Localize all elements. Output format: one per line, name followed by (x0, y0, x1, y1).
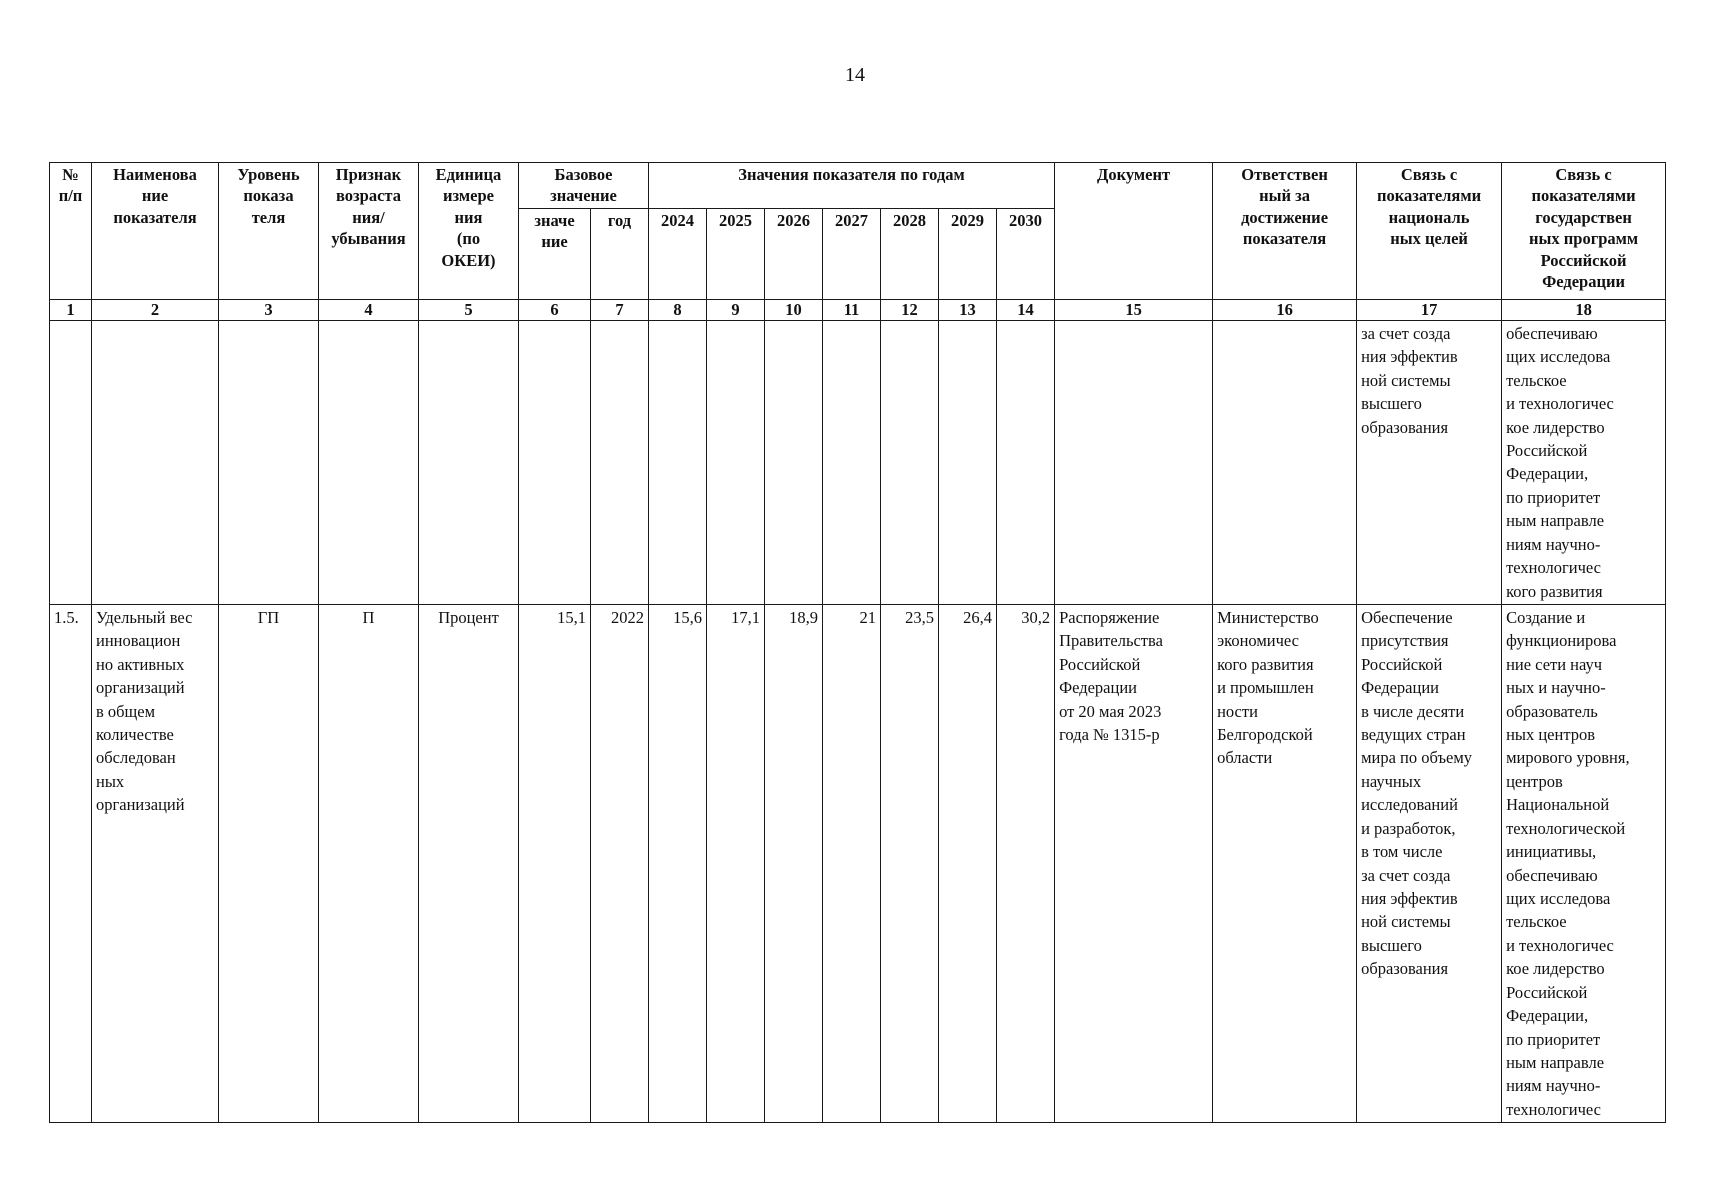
cell-value-2026: 18,9 (765, 604, 823, 1122)
empty-cell (219, 320, 319, 604)
table-row-1-5 (50, 604, 1666, 1122)
cell-value-2028: 23,5 (881, 604, 939, 1122)
empty-cell (92, 320, 219, 604)
header-responsible: Ответствен ный за достижение показателя (1213, 163, 1357, 300)
cell-level: ГП (219, 604, 319, 1122)
cell-trend: П (319, 604, 419, 1122)
column-number: 4 (319, 299, 419, 320)
column-number: 3 (219, 299, 319, 320)
empty-cell (939, 320, 997, 604)
header-years-group: Значения показателя по годам (649, 163, 1055, 209)
cell-base-year: 2022 (591, 604, 649, 1122)
cell-state-programs: Создание и функционирова ние сети науч ных и научно- образователь ных центров мирового уровня, центров Национальной технологической инициативы, обеспечиваю щих исследова тельское и технологичес кое лидерство Российской Федерации, по приоритет ным направле ниям научно- технологичес (1502, 604, 1666, 1122)
empty-cell (997, 320, 1055, 604)
header-base-value: значе ние (519, 208, 591, 299)
header-year-2028: 2028 (881, 208, 939, 299)
cell-value-2025: 17,1 (707, 604, 765, 1122)
page-number: 14 (845, 64, 865, 86)
header-level: Уровень показа теля (219, 163, 319, 300)
cell-value-2027: 21 (823, 604, 881, 1122)
column-number: 6 (519, 299, 591, 320)
column-number: 14 (997, 299, 1055, 320)
header-name: Наименова ние показателя (92, 163, 219, 300)
empty-cell (649, 320, 707, 604)
empty-cell (1213, 320, 1357, 604)
empty-cell (1055, 320, 1213, 604)
empty-cell (50, 320, 92, 604)
column-number: 7 (591, 299, 649, 320)
header-trend: Признак возраста ния/ убывания (319, 163, 419, 300)
header-year-2030: 2030 (997, 208, 1055, 299)
column-number: 10 (765, 299, 823, 320)
empty-cell (881, 320, 939, 604)
cell-value-2030: 30,2 (997, 604, 1055, 1122)
cell-value-2024: 15,6 (649, 604, 707, 1122)
empty-cell (823, 320, 881, 604)
cell-responsible: Министерство экономичес кого развития и промышлен ности Белгородской области (1213, 604, 1357, 1122)
header-unit: Единица измере ния (по ОКЕИ) (419, 163, 519, 300)
empty-cell (519, 320, 591, 604)
header-document: Документ (1055, 163, 1213, 300)
column-number: 1 (50, 299, 92, 320)
column-number: 11 (823, 299, 881, 320)
column-number: 13 (939, 299, 997, 320)
cell-state-programs-continued: обеспечиваю щих исследова тельское и технологичес кое лидерство Российской Федерации, по приоритет ным направле ниям научно- технологичес кого развития (1502, 320, 1666, 604)
indicators-table (49, 162, 1666, 1123)
empty-cell (591, 320, 649, 604)
cell-indicator-name: Удельный вес инновацион но активных организаций в общем количестве обследован ных организаций (92, 604, 219, 1122)
cell-unit: Процент (419, 604, 519, 1122)
cell-national-goals-continued: за счет созда ния эффектив ной системы высшего образования (1357, 320, 1502, 604)
cell-value-2029: 26,4 (939, 604, 997, 1122)
column-numbers-row (50, 299, 1666, 320)
header-num: № п/п (50, 163, 92, 300)
empty-cell (707, 320, 765, 604)
table-row-continuation (50, 320, 1666, 604)
cell-national-goals: Обеспечение присутствия Российской Федерации в числе десяти ведущих стран мира по объему научных исследований и разработок, в том числе за счет созда ния эффектив ной системы высшего образования (1357, 604, 1502, 1122)
header-year-2026: 2026 (765, 208, 823, 299)
cell-num: 1.5. (50, 604, 92, 1122)
column-number: 15 (1055, 299, 1213, 320)
column-number: 2 (92, 299, 219, 320)
cell-base-value: 15,1 (519, 604, 591, 1122)
empty-cell (419, 320, 519, 604)
column-number: 16 (1213, 299, 1357, 320)
header-base: Базовое значение (519, 163, 649, 209)
column-number: 9 (707, 299, 765, 320)
column-number: 12 (881, 299, 939, 320)
header-state-programs: Связь с показателями государствен ных программ Российской Федерации (1502, 163, 1666, 300)
column-number: 8 (649, 299, 707, 320)
column-number: 17 (1357, 299, 1502, 320)
header-national-goals: Связь с показателями националь ных целей (1357, 163, 1502, 300)
header-year-2024: 2024 (649, 208, 707, 299)
header-base-year: год (591, 208, 649, 299)
empty-cell (765, 320, 823, 604)
column-number: 5 (419, 299, 519, 320)
header-year-2029: 2029 (939, 208, 997, 299)
header-year-2025: 2025 (707, 208, 765, 299)
header-year-2027: 2027 (823, 208, 881, 299)
column-number: 18 (1502, 299, 1666, 320)
empty-cell (319, 320, 419, 604)
cell-document: Распоряжение Правительства Российской Федерации от 20 мая 2023 года № 1315-р (1055, 604, 1213, 1122)
